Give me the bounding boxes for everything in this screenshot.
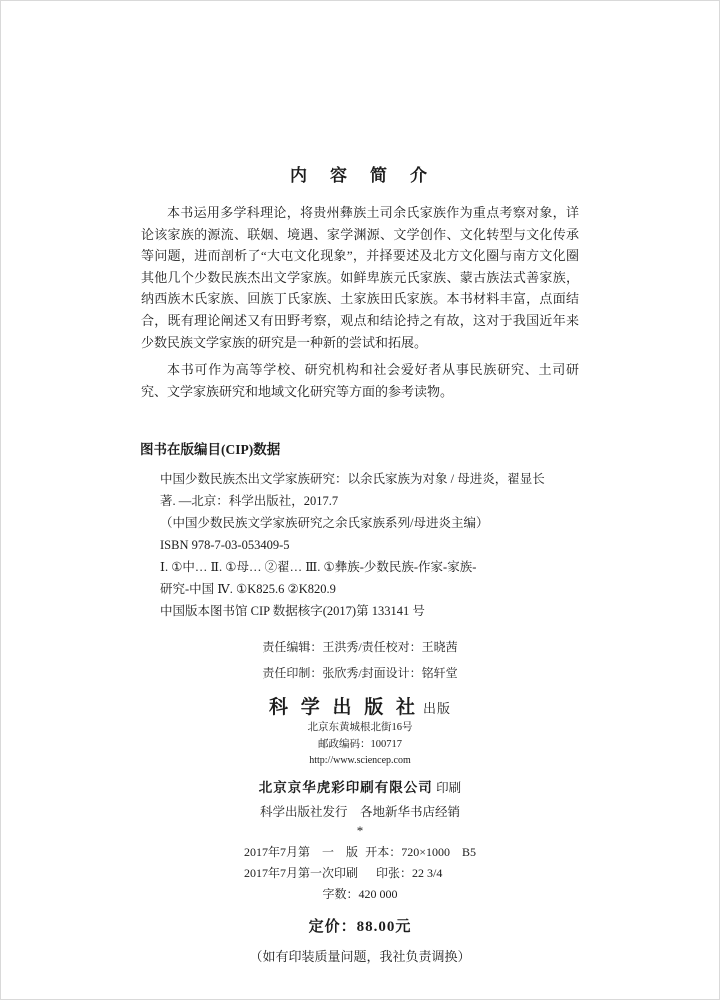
publisher-address: 北京东黄城根北街16号 — [307, 722, 413, 734]
distribution-line: 科学出版社发行 各地新华书店经销 — [259, 805, 460, 820]
sheet-count: 印张：22 3/4 — [376, 866, 443, 881]
staff-line-editors: 责任编辑：王洪秀/责任校对：王晓茜 — [262, 640, 458, 655]
summary-paragraph-1: 本书运用多学科理论，将贵州彝族土司余氏家族作为重点考察对象，详论该家族的源流、联姻、境遇、家学渊源、文学创作、文化转型与文化传承等问题，进而剖析了“大屯文化现象”，并择要述及北方文化圈与南方文化圈其他几个少数民族杰出文学家族。如鲜卑族元氏家族、蒙古族法式善家族，纳西族木氏家族、回族丁氏家族、土家族田氏家族。本书材料丰富，点面结合，既有理论阐述又有田野考察，观点和结论持之有故，这对于我国近年来少数民族文学家族的研究是一种新的尝试和拓展。 — [141, 205, 579, 350]
edition-date: 2017年7月第 一 版 — [244, 845, 359, 860]
format-spec: 开本：720×1000 B5 — [365, 845, 476, 860]
staff-credits — [1, 634, 719, 686]
cip-line: Ⅰ. ①中… Ⅱ. ①母… ②翟… Ⅲ. ①彝族-少数民族-作家-家族- — [160, 560, 477, 575]
cip-header: 图书在版编目(CIP)数据 — [140, 442, 281, 458]
content-summary — [141, 202, 579, 402]
word-count: 字数：420 000 — [322, 887, 398, 902]
separator-star: * — [356, 823, 364, 839]
publisher-name: 科 学 出 版 社 — [268, 697, 419, 719]
cip-line: （中国少数民族文学家族研究之余氏家族系列/母进炎主编） — [160, 516, 489, 531]
publisher-block — [1, 692, 719, 768]
quality-note: （如有印装质量问题，我社负责调换） — [249, 949, 471, 965]
printer-line — [1, 776, 719, 796]
publisher-postal-code: 邮政编码：100717 — [318, 738, 402, 750]
publisher-url: http://www.sciencep.com — [309, 755, 411, 767]
cip-section — [140, 438, 580, 622]
cip-body — [140, 468, 580, 622]
printer-name: 北京京华虎彩印刷有限公司 — [258, 780, 433, 796]
edition-line-2 — [244, 863, 476, 884]
cip-line: 中国版本图书馆 CIP 数据核字(2017)第 133141 号 — [160, 604, 425, 619]
publisher-suffix: 出版 — [423, 701, 452, 717]
cip-line: 中国少数民族杰出文学家族研究：以余氏家族为对象 / 母进炎，翟显长 — [160, 472, 545, 487]
staff-line-print-design: 责任印制：张欣秀/封面设计：铭轩堂 — [262, 666, 458, 681]
printing-date: 2017年7月第一次印刷 — [244, 866, 359, 881]
cip-line: 著. —北京：科学出版社，2017.7 — [160, 494, 339, 509]
edition-info — [1, 842, 719, 905]
cip-line: 研究-中国 Ⅳ. ①K825.6 ②K820.9 — [160, 582, 336, 597]
publisher-line — [1, 692, 719, 719]
printer-suffix: 印刷 — [436, 781, 462, 796]
summary-paragraph-2: 本书可作为高等学校、研究机构和社会爱好者从事民族研究、土司研究、文学家族研究和地域文化研究等方面的参考读物。 — [141, 362, 579, 399]
edition-line-1 — [244, 842, 476, 863]
page-title: 内 容 简 介 — [290, 166, 430, 185]
price-line: 定价：88.00元 — [308, 919, 412, 936]
cip-line: ISBN 978-7-03-053409-5 — [160, 538, 290, 553]
